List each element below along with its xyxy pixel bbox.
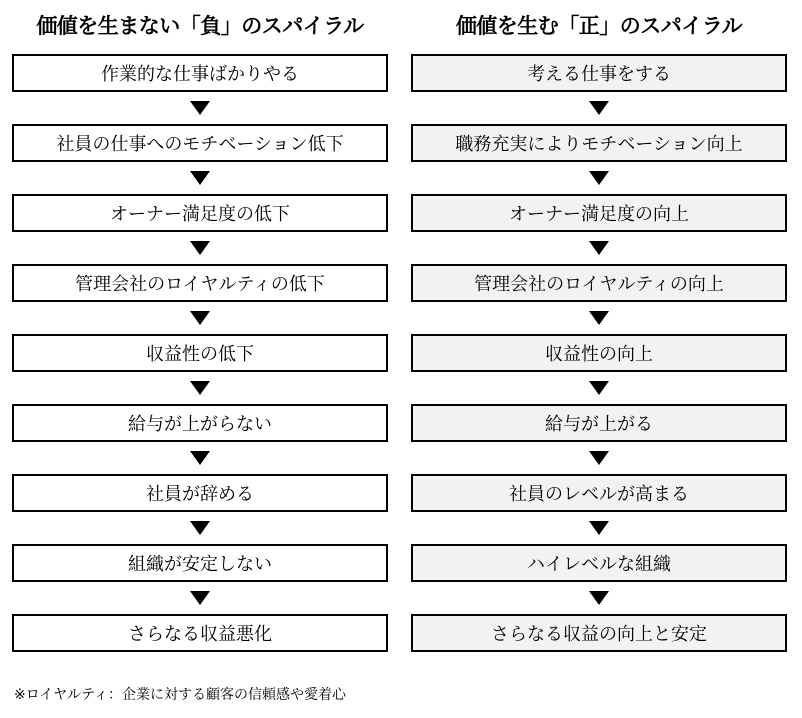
- left-step-1: 作業的な仕事ばかりやる: [12, 54, 388, 92]
- left-step-3: オーナー満足度の低下: [12, 194, 388, 232]
- right-step-1: 考える仕事をする: [411, 54, 787, 92]
- right-step-9: さらなる収益の向上と安定: [411, 614, 787, 652]
- down-triangle-icon: [589, 381, 609, 395]
- right-step-4: 管理会社のロイヤルティの向上: [411, 264, 787, 302]
- left-step-7: 社員が辞める: [12, 474, 388, 512]
- down-triangle-icon: [589, 521, 609, 535]
- down-triangle-icon: [190, 101, 210, 115]
- positive-spiral-column: [411, 0, 787, 645]
- left-step-8: 組織が安定しない: [12, 544, 388, 582]
- down-triangle-icon: [589, 171, 609, 185]
- down-triangle-icon: [190, 451, 210, 465]
- negative-spiral-title: 価値を生まない「負」のスパイラル: [36, 14, 364, 38]
- footnote: ※ロイヤルティ：企業に対する顧客の信頼感や愛着心: [14, 687, 347, 703]
- down-triangle-icon: [190, 521, 210, 535]
- down-triangle-icon: [589, 241, 609, 255]
- right-step-8: ハイレベルな組織: [411, 544, 787, 582]
- negative-spiral-column: [12, 0, 388, 645]
- right-step-6: 給与が上がる: [411, 404, 787, 442]
- down-triangle-icon: [190, 591, 210, 605]
- down-triangle-icon: [190, 241, 210, 255]
- right-step-2: 職務充実によりモチベーション向上: [411, 124, 787, 162]
- down-triangle-icon: [190, 381, 210, 395]
- left-step-5: 収益性の低下: [12, 334, 388, 372]
- down-triangle-icon: [589, 311, 609, 325]
- down-triangle-icon: [589, 451, 609, 465]
- down-triangle-icon: [190, 311, 210, 325]
- left-step-4: 管理会社のロイヤルティの低下: [12, 264, 388, 302]
- right-step-5: 収益性の向上: [411, 334, 787, 372]
- down-triangle-icon: [589, 101, 609, 115]
- left-step-9: さらなる収益悪化: [12, 614, 388, 652]
- down-triangle-icon: [589, 591, 609, 605]
- down-triangle-icon: [190, 171, 210, 185]
- left-step-2: 社員の仕事へのモチベーション低下: [12, 124, 388, 162]
- right-step-3: オーナー満足度の向上: [411, 194, 787, 232]
- left-step-6: 給与が上がらない: [12, 404, 388, 442]
- right-step-7: 社員のレベルが高まる: [411, 474, 787, 512]
- positive-spiral-title: 価値を生む「正」のスパイラル: [455, 14, 743, 38]
